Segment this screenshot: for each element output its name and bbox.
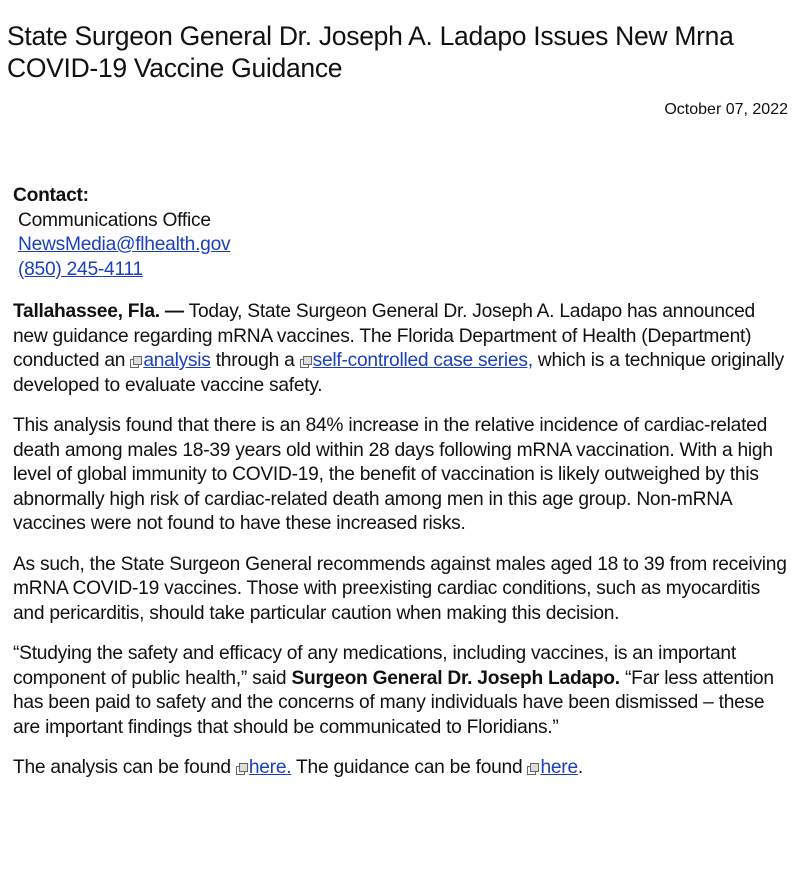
- paragraph-recommendation: As such, the State Surgeon General recommends against males aged 18 to 39 from receiving mRNA COVID-19 vaccines. Those with preexisting cardiac conditions, such as myocarditis and pericarditis, should take particular caution when making this decision.: [13, 553, 787, 624]
- article-body: [0, 184, 800, 781]
- links-text: The guidance can be found: [291, 757, 528, 778]
- contact-block: [13, 184, 787, 282]
- paragraph-findings: This analysis found that there is an 84% increase in the relative incidence of cardiac-related death among males 18-39 years old within 28 days following mRNA vaccination. With a high level of global immunity to COVID-19, the benefit of vaccination is likely outweighed by this abnormally high risk of cardiac-related death among men in this age group. Non-mRNA vaccines were not found to have these increased risks.: [13, 415, 773, 534]
- paragraph-intro: [13, 300, 787, 398]
- intro-text: which is a technique originally developed to evaluate vaccine safety.: [13, 350, 784, 396]
- paragraph-links: [13, 756, 787, 781]
- contact-phone-link[interactable]: (850) 245-4111: [18, 258, 143, 280]
- external-link-icon: [527, 763, 538, 774]
- publish-date: October 07, 2022: [664, 101, 788, 118]
- guidance-here-link[interactable]: here: [540, 757, 578, 778]
- self-controlled-case-series-link[interactable]: self-controlled case series,: [312, 350, 533, 371]
- external-link-icon: [236, 763, 247, 774]
- external-link-icon: [300, 356, 311, 367]
- intro-text: through a: [210, 350, 300, 371]
- quote-text: “Far less attention has been paid to safety and the concerns of many individuals have been dismissed – these are important findings that should be communicated to Floridians.”: [13, 667, 774, 738]
- links-text: The analysis can be found: [13, 757, 236, 778]
- links-text: .: [577, 757, 583, 778]
- analysis-here-link[interactable]: here.: [248, 757, 292, 778]
- contact-label: Contact:: [13, 185, 89, 206]
- dateline: Tallahassee, Fla. —: [13, 301, 184, 322]
- quote-attribution: Surgeon General Dr. Joseph Ladapo.: [291, 667, 620, 689]
- page-title: State Surgeon General Dr. Joseph A. Ladapo Issues New Mrna COVID-19 Vaccine Guidance: [7, 21, 734, 83]
- intro-text: Today, State Surgeon General Dr. Joseph A. Ladapo has announced new guidance regarding mRNA vaccines. The Florida Department of Health (Department) conducted an: [13, 301, 755, 371]
- analysis-link[interactable]: analysis: [143, 350, 211, 371]
- paragraph-quote: [13, 642, 787, 740]
- external-link-icon: [130, 356, 141, 367]
- contact-office: Communications Office: [18, 209, 211, 231]
- contact-email-link[interactable]: NewsMedia@flhealth.gov: [18, 234, 231, 255]
- quote-text: “Studying the safety and efficacy of any medications, including vaccines, is an important component of public health,” said: [13, 643, 736, 689]
